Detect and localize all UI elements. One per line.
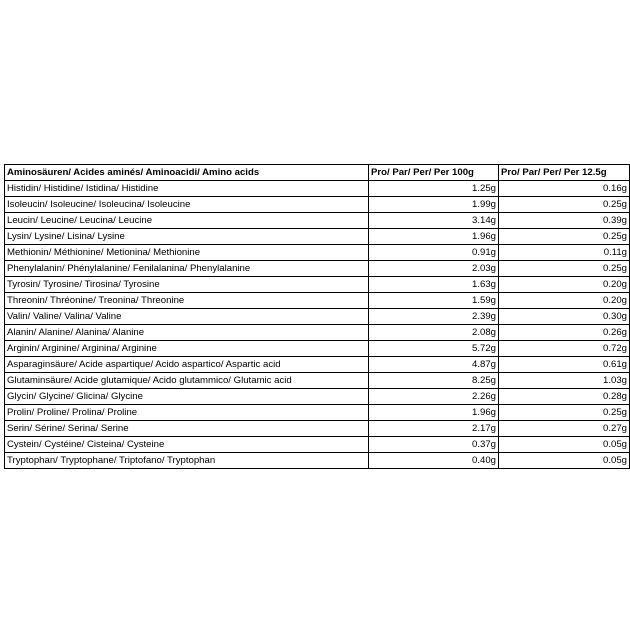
table-row bbox=[5, 373, 630, 389]
value-per-100g: 0.40g bbox=[369, 453, 499, 469]
amino-acid-name: Threonin/ Thréonine/ Treonina/ Threonine bbox=[5, 293, 369, 309]
value-per-100g: 2.17g bbox=[369, 421, 499, 437]
value-per-12-5g: 0.25g bbox=[499, 261, 630, 277]
amino-acid-name: Arginin/ Arginine/ Arginina/ Arginine bbox=[5, 341, 369, 357]
amino-acid-name: Methionin/ Méthionine/ Metionina/ Methionine bbox=[5, 245, 369, 261]
value-per-100g: 2.03g bbox=[369, 261, 499, 277]
value-per-12-5g: 1.03g bbox=[499, 373, 630, 389]
amino-acid-table bbox=[4, 164, 630, 469]
amino-acid-sheet bbox=[4, 164, 629, 469]
value-per-100g: 2.08g bbox=[369, 325, 499, 341]
amino-acid-name: Glutaminsäure/ Acide glutamique/ Acido glutammico/ Glutamic acid bbox=[5, 373, 369, 389]
value-per-100g: 1.99g bbox=[369, 197, 499, 213]
table-row bbox=[5, 197, 630, 213]
value-per-12-5g: 0.26g bbox=[499, 325, 630, 341]
value-per-12-5g: 0.16g bbox=[499, 181, 630, 197]
table-row bbox=[5, 261, 630, 277]
amino-acid-name: Histidin/ Histidine/ Istidina/ Histidine bbox=[5, 181, 369, 197]
value-per-12-5g: 0.20g bbox=[499, 277, 630, 293]
amino-acid-name: Phenylalanin/ Phénylalanine/ Fenilalanina/ Phenylalanine bbox=[5, 261, 369, 277]
value-per-100g: 0.91g bbox=[369, 245, 499, 261]
table-row bbox=[5, 309, 630, 325]
amino-acid-name: Lysin/ Lysine/ Lisina/ Lysine bbox=[5, 229, 369, 245]
value-per-12-5g: 0.25g bbox=[499, 229, 630, 245]
value-per-12-5g: 0.72g bbox=[499, 341, 630, 357]
table-row bbox=[5, 293, 630, 309]
value-per-12-5g: 0.30g bbox=[499, 309, 630, 325]
value-per-100g: 1.63g bbox=[369, 277, 499, 293]
value-per-12-5g: 0.20g bbox=[499, 293, 630, 309]
value-per-100g: 1.25g bbox=[369, 181, 499, 197]
header-per-12-5g: Pro/ Par/ Per/ Per 12.5g bbox=[499, 165, 630, 181]
value-per-100g: 5.72g bbox=[369, 341, 499, 357]
value-per-100g: 3.14g bbox=[369, 213, 499, 229]
table-row bbox=[5, 421, 630, 437]
amino-acid-name: Tyrosin/ Tyrosine/ Tirosina/ Tyrosine bbox=[5, 277, 369, 293]
amino-acid-name: Glycin/ Glycine/ Glicina/ Glycine bbox=[5, 389, 369, 405]
table-row bbox=[5, 181, 630, 197]
value-per-100g: 8.25g bbox=[369, 373, 499, 389]
value-per-12-5g: 0.27g bbox=[499, 421, 630, 437]
value-per-12-5g: 0.61g bbox=[499, 357, 630, 373]
table-row bbox=[5, 229, 630, 245]
amino-acid-name: Serin/ Sérine/ Serina/ Serine bbox=[5, 421, 369, 437]
table-row bbox=[5, 245, 630, 261]
value-per-100g: 1.96g bbox=[369, 405, 499, 421]
table-row bbox=[5, 325, 630, 341]
amino-acid-name: Leucin/ Leucine/ Leucina/ Leucine bbox=[5, 213, 369, 229]
value-per-12-5g: 0.11g bbox=[499, 245, 630, 261]
value-per-100g: 2.26g bbox=[369, 389, 499, 405]
value-per-100g: 4.87g bbox=[369, 357, 499, 373]
amino-acid-name: Tryptophan/ Tryptophane/ Triptofano/ Tryptophan bbox=[5, 453, 369, 469]
amino-acid-name: Alanin/ Alanine/ Alanina/ Alanine bbox=[5, 325, 369, 341]
value-per-100g: 1.59g bbox=[369, 293, 499, 309]
table-row bbox=[5, 277, 630, 293]
table-row bbox=[5, 405, 630, 421]
value-per-100g: 2.39g bbox=[369, 309, 499, 325]
table-row bbox=[5, 213, 630, 229]
value-per-100g: 0.37g bbox=[369, 437, 499, 453]
table-header-row bbox=[5, 165, 630, 181]
amino-acid-name: Valin/ Valine/ Valina/ Valine bbox=[5, 309, 369, 325]
value-per-12-5g: 0.05g bbox=[499, 453, 630, 469]
table-row bbox=[5, 437, 630, 453]
amino-acid-name: Prolin/ Proline/ Prolina/ Proline bbox=[5, 405, 369, 421]
header-per-100g: Pro/ Par/ Per/ Per 100g bbox=[369, 165, 499, 181]
table-row bbox=[5, 341, 630, 357]
value-per-100g: 1.96g bbox=[369, 229, 499, 245]
amino-acid-name: Asparaginsäure/ Acide aspartique/ Acido aspartico/ Aspartic acid bbox=[5, 357, 369, 373]
amino-acid-name: Isoleucin/ Isoleucine/ Isoleucina/ Isoleucine bbox=[5, 197, 369, 213]
value-per-12-5g: 0.25g bbox=[499, 197, 630, 213]
amino-acid-name: Cystein/ Cystéine/ Cisteina/ Cysteine bbox=[5, 437, 369, 453]
value-per-12-5g: 0.39g bbox=[499, 213, 630, 229]
value-per-12-5g: 0.25g bbox=[499, 405, 630, 421]
table-row bbox=[5, 357, 630, 373]
value-per-12-5g: 0.28g bbox=[499, 389, 630, 405]
table-row bbox=[5, 389, 630, 405]
table-row bbox=[5, 453, 630, 469]
header-amino-acids: Aminosäuren/ Acides aminés/ Aminoacidi/ Amino acids bbox=[5, 165, 369, 181]
value-per-12-5g: 0.05g bbox=[499, 437, 630, 453]
